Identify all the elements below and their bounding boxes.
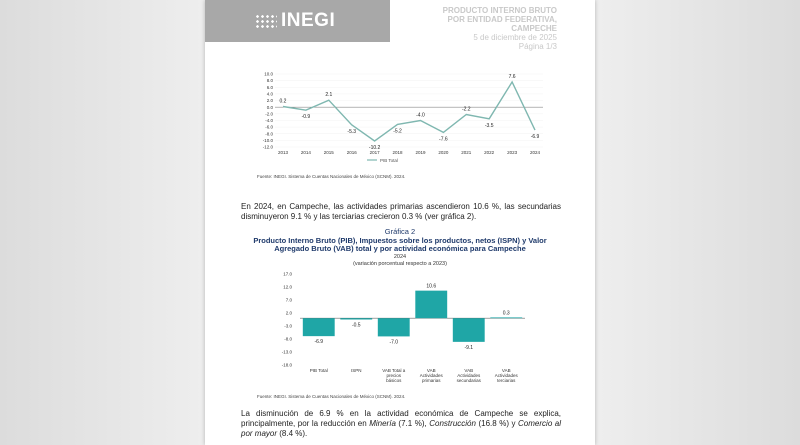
data-label: 10.6 <box>426 283 437 290</box>
category-label-line: básicos <box>386 378 402 383</box>
y-tick-label: 4.0 <box>266 91 273 97</box>
data-label: -7.6 <box>439 136 448 143</box>
category-label-line: primarias <box>421 378 441 383</box>
data-label: 0.3 <box>502 310 510 317</box>
y-tick-label: 12.0 <box>283 284 292 290</box>
x-tick-label: 2024 <box>529 150 541 155</box>
y-tick-label: 10.0 <box>264 71 273 77</box>
category-label <box>351 368 362 373</box>
y-tick-label: 0.0 <box>266 104 273 110</box>
data-label: -9.1 <box>464 344 474 351</box>
category-label-line: VAB <box>464 368 474 373</box>
data-label: 2.1 <box>325 92 333 99</box>
chart2-source: Fuente: INEGI. Sistema de Cuentas Nacionales de México (SCNM). 2024. <box>257 394 406 399</box>
data-label: -10.2 <box>368 145 381 152</box>
legend-label: PIB Total <box>380 158 398 163</box>
data-label: -2.2 <box>461 106 471 113</box>
x-tick-label: 2023 <box>507 150 518 155</box>
paragraph-2 <box>241 409 561 439</box>
category-label-line: VAB <box>426 368 436 373</box>
header-title-line: PRODUCTO INTERNO BRUTO <box>442 6 557 15</box>
category-label-line: VAB <box>501 368 511 373</box>
chart1-source: Fuente: INEGI. Sistema de Cuentas Nacionales de México (SCNM). 2024. <box>257 174 406 179</box>
sector-comercio: Comercio al por mayor <box>241 419 562 438</box>
chart2-title: Producto Interno Bruto (PIB), Impuestos sobre los productos, netos (ISPN) y Valor Agregado Bruto (VAB) total y por actividad económica para Campeche <box>253 235 547 253</box>
category-label-line: Actividades <box>494 373 518 378</box>
data-label: -5.2 <box>393 128 402 135</box>
y-tick-label: -8.0 <box>265 131 273 137</box>
x-tick-label: 2014 <box>300 150 311 155</box>
category-label-line: terciarias <box>497 378 516 383</box>
vab-bar-chart <box>205 268 595 388</box>
y-tick-label: 17.0 <box>283 271 292 277</box>
x-tick-label: 2015 <box>323 150 334 155</box>
x-tick-label: 2017 <box>369 150 380 155</box>
y-tick-label: -18.0 <box>281 362 292 368</box>
category-label-line: Actividades <box>457 373 481 378</box>
category-label <box>382 368 406 383</box>
data-label: 7.6 <box>508 73 516 80</box>
y-tick-label: -3.0 <box>284 323 292 329</box>
y-tick-label: 2.0 <box>285 310 292 316</box>
y-tick-label: -10.0 <box>262 137 273 143</box>
category-label-line: VAB Total a <box>382 368 406 373</box>
y-tick-label: -13.0 <box>281 349 292 355</box>
paragraph-1: En 2024, en Campeche, las actividades primarias ascendieron 10.6 %, las secundarias disminuyeron 9.1 % y las terciarias crecieron 0.3 % (ver gráfica 2). <box>241 202 561 221</box>
category-label-line: precios <box>386 373 402 378</box>
category-label <box>457 368 482 383</box>
x-tick-label: 2022 <box>484 150 495 155</box>
y-tick-label: -8.0 <box>284 336 292 342</box>
bar <box>378 318 410 336</box>
logo-bar <box>205 0 390 42</box>
header-date: 5 de diciembre de 2025 <box>473 33 557 42</box>
data-label: -3.5 <box>484 122 494 129</box>
paragraph-2-text: La disminución de 6.9 % en la actividad económica de Campeche se explica, principalmente, por la reducción en <box>241 409 561 428</box>
y-tick-label: 2.0 <box>266 98 273 104</box>
logo-text: INEGI <box>281 10 336 31</box>
pib-series-line <box>283 82 535 141</box>
data-label: -0.5 <box>351 322 361 329</box>
bar <box>340 318 372 319</box>
document-page <box>205 0 595 445</box>
category-label-line: secundarias <box>456 378 481 383</box>
pib-line-chart <box>205 65 595 170</box>
x-tick-label: 2020 <box>438 150 449 155</box>
paragraph-2-text: (8.4 %). <box>277 429 308 438</box>
category-label <box>310 368 328 373</box>
x-tick-label: 2013 <box>277 150 289 155</box>
category-label <box>420 368 444 383</box>
data-label: 0.2 <box>279 98 287 105</box>
y-tick-label: -12.0 <box>262 144 273 150</box>
inegi-logo-icon <box>255 14 277 28</box>
bar <box>303 318 335 336</box>
page-header <box>205 0 595 51</box>
paragraph-2-text: (16.8 %) y <box>475 419 519 428</box>
sector-construccion: Construcción <box>429 419 476 428</box>
bar <box>415 291 447 319</box>
chart2-heading <box>245 228 555 268</box>
left-background <box>0 0 205 445</box>
category-label-line: Actividades <box>419 373 443 378</box>
category-label <box>495 368 519 383</box>
x-tick-label: 2019 <box>415 150 426 155</box>
bar <box>453 318 485 342</box>
chart2-label: Gráfica 2 <box>384 227 416 236</box>
y-tick-label: 6.0 <box>266 84 273 90</box>
bar <box>490 317 522 318</box>
right-background <box>595 0 800 445</box>
chart2-year: 2024 <box>393 253 407 260</box>
data-label: -6.9 <box>314 339 324 346</box>
y-tick-label: -6.0 <box>265 124 273 130</box>
y-tick-label: 8.0 <box>266 78 273 84</box>
y-tick-label: -2.0 <box>265 111 273 117</box>
chart2-subtitle: (variación porcentual respecto a 2023) <box>353 260 447 267</box>
data-label: -7.0 <box>389 339 399 346</box>
x-tick-label: 2018 <box>392 150 403 155</box>
data-label: -4.0 <box>416 112 425 119</box>
category-label-line: PIB Total <box>309 368 328 373</box>
sector-mineria: Minería <box>369 419 396 428</box>
header-info <box>443 6 557 51</box>
header-page: Página 1/3 <box>518 42 557 51</box>
data-label: -6.9 <box>530 134 540 141</box>
data-label: -5.3 <box>347 128 357 135</box>
header-title-line: CAMPECHE <box>511 24 557 33</box>
data-label: -0.9 <box>301 114 311 121</box>
y-tick-label: -4.0 <box>265 118 273 124</box>
header-title-line: POR ENTIDAD FEDERATIVA, <box>447 15 557 24</box>
x-tick-label: 2021 <box>461 150 472 155</box>
y-tick-label: 7.0 <box>285 297 292 303</box>
category-label-line: ISPN <box>350 368 362 373</box>
paragraph-2-text: (7.1 %), <box>395 419 430 428</box>
x-tick-label: 2016 <box>346 150 357 155</box>
